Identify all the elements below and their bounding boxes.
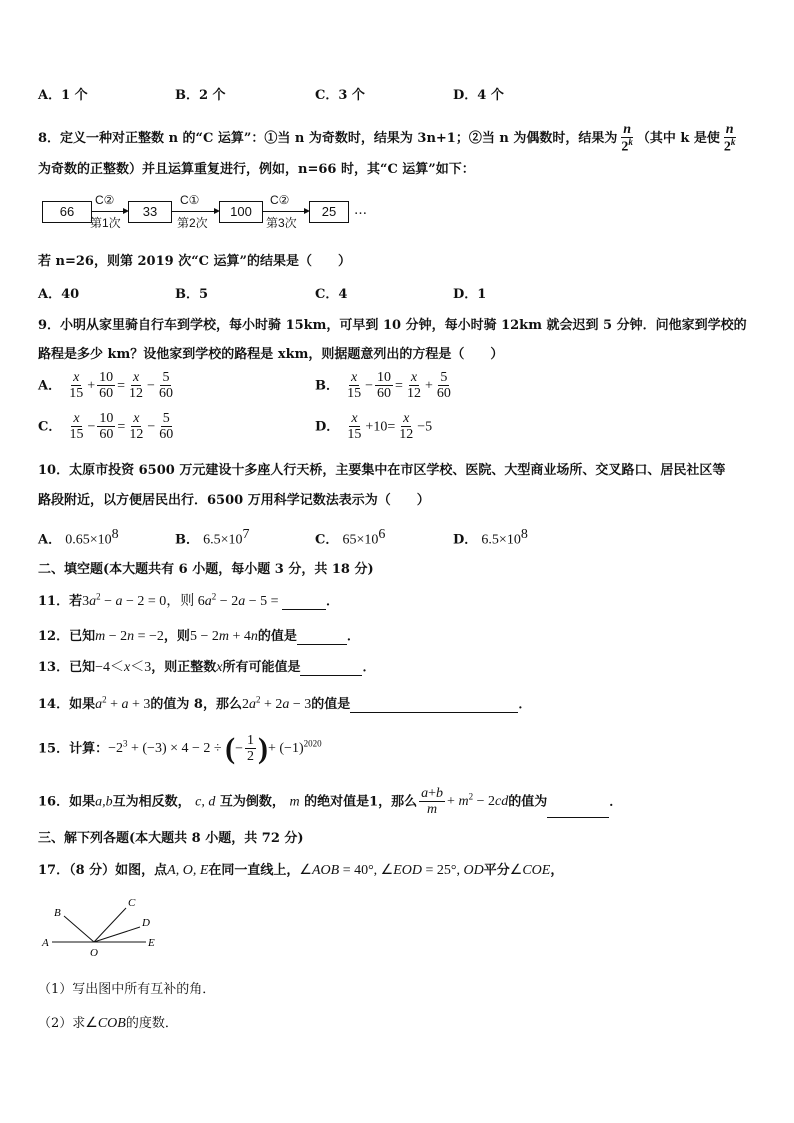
flow-arrow-3 [262, 211, 308, 212]
q9-option-b: B． $\frac{x}{15}$ − $\frac{10}{60}$ = $\frac{x}{12}$ + $\frac{5}{60}$ [315, 370, 451, 402]
q8-option-c: C．4 [315, 287, 348, 302]
q10-line2: 路段附近，以方便居民出行．6500 万用科学记数法表示为（ ） [38, 493, 430, 508]
label-e: E [148, 937, 155, 949]
q8-question: 若 n=26，则第 2019 次“C 运算”的结果是（ ） [38, 254, 352, 269]
label-b: B [54, 907, 61, 919]
q13: 13．已知−4＜x＜3，则正整数x所有可能值是 ． [38, 660, 376, 675]
q11: 11．若$3a^2 - a - 2 = 0$，则 $6a^2 - 2a - 5$ = ． [38, 591, 340, 609]
q8-option-b: B．5 [175, 287, 209, 302]
q10-option-d: D． $6.5\times 10^8$ [453, 527, 528, 548]
q10-line1: 10．太原市投资 6500 万元建设十多座人行天桥，主要集中在市区学校、医院、大型商业场所、交叉路口、居民社区等 [38, 463, 726, 478]
q7-option-c: C．3 个 [315, 88, 365, 103]
q9-option-c: C． $\frac{x}{15}$ − $\frac{10}{60}$ = $\frac{x}{12}$ − $\frac{5}{60}$ [38, 411, 174, 443]
flow-box-33: 33 [128, 201, 172, 223]
q7-option-b: B．2 个 [175, 88, 226, 103]
q17-angle-figure [40, 894, 170, 960]
q10-option-c: C． $65\times 10^6$ [315, 527, 386, 548]
q7-option-d: D．4 个 [453, 88, 504, 103]
q16: 16．如果a,b互为相反数， c, d 互为倒数， m 的绝对值是1，那么 $\frac{a+b}{m}$ + $m^2 - 2cd$的值为 ． [38, 786, 623, 818]
flow-box-100: 100 [219, 201, 263, 223]
q9-option-d: D． $\frac{x}{15}$ +10= $\frac{x}{12}$ −5 [315, 411, 433, 443]
q9-line1: 9．小明从家里骑自行车到学校，每小时骑 15km，可早到 10 分钟，每小时骑 12km 就会迟到 5 分钟．问他家到学校的 [38, 318, 747, 333]
flow-arrow-1 [91, 211, 127, 212]
q8-fraction-1: $\frac{n}{2^k}$ [621, 122, 633, 156]
q8-text-a: 8．定义一种对正整数 n 的“C 运算”：①当 n 为奇数时，结果为 3n+1；②当 n 为偶数时，结果为 [38, 131, 618, 147]
flow-op-1: C② [95, 193, 115, 207]
label-o: O [90, 947, 98, 959]
flow-step-2: 第2次 [177, 216, 208, 230]
flow-box-66: 66 [42, 201, 92, 223]
flow-op-2: C① [180, 193, 200, 207]
q10-option-a: A． $0.65\times 10^8$ [38, 527, 119, 548]
flow-box-25: 25 [309, 201, 349, 223]
flow-ellipsis: … [354, 203, 367, 218]
q15: 15．计算：$-2^3 + (-3) \times 4 - 2$ ÷ (− $\frac{1}{2}$ )+ $(-1)^{2020}$ [38, 731, 322, 765]
q8-text-b: （其中 k 是使 [636, 131, 720, 147]
q8-fraction-2: $\frac{n}{2^k}$ [723, 122, 736, 156]
flow-step-3: 第3次 [266, 216, 297, 230]
q8-line1 [38, 122, 739, 155]
q17-sub1: （1）写出图中所有互补的角． [38, 982, 216, 997]
flow-op-3: C② [270, 193, 290, 207]
q17-statement: 17．（8 分）如图，点A, O, E在同一直线上，∠AOB = 40°, ∠EOD = 25°, OD平分∠COE， [38, 863, 564, 878]
label-d: D [142, 917, 150, 929]
section-3-heading: 三、解下列各题(本大题共 8 小题，共 72 分) [38, 831, 304, 846]
q8-option-a: A．40 [38, 287, 80, 302]
q17-sub2: （2）求∠COB的度数． [38, 1016, 178, 1031]
q7-option-a: A．1 个 [38, 88, 88, 103]
flow-step-1: 第1次 [90, 216, 121, 230]
section-2-heading: 二、填空题(本大题共有 6 小题，每小题 3 分，共 18 分) [38, 562, 374, 577]
q9-option-a: A． $\frac{x}{15}$ + $\frac{10}{60}$ = $\frac{x}{12}$ − $\frac{5}{60}$ [38, 370, 173, 402]
flow-arrow-2 [171, 211, 218, 212]
q10-option-b: B． $6.5\times 10^7$ [175, 527, 250, 548]
label-c: C [128, 897, 136, 909]
q8-option-d: D．1 [453, 287, 487, 302]
q8-line2: 为奇数的正整数）并且运算重复进行，例如，n=66 时，其“C 运算”如下： [38, 162, 475, 177]
q12: 12．已知m − 2n = −2，则5 − 2m + 4n的值是 ． [38, 629, 360, 644]
q9-line2: 路程是多少 km？设他家到学校的路程是 xkm，则据题意列出的方程是（ ） [38, 347, 504, 362]
label-a: A [42, 937, 49, 949]
q14: 14．如果$a^2 + a + 3$的值为 8，那么$2a^2 + 2a - 3$的值是 ． [38, 694, 532, 712]
